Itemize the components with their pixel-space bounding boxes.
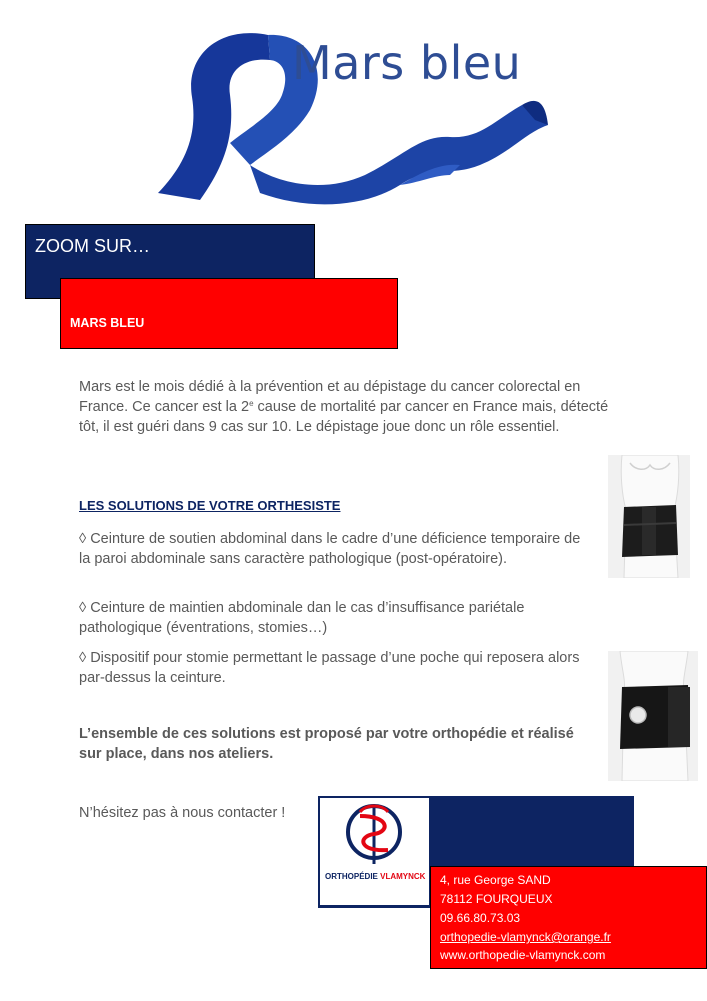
- contact-city: 78112 FOURQUEUX: [440, 892, 553, 906]
- caduceus-logo-icon: [320, 798, 429, 873]
- contact-website[interactable]: www.orthopedie-vlamynck.com: [440, 948, 606, 962]
- company-logo-text: ORTHOPÉDIE VLAMYNCK: [325, 872, 426, 881]
- mars-bleu-banner: [60, 278, 398, 349]
- list-item: ◊ Ceinture de maintien abdominale dan le cas d’insuffisance pariétale pathologique (éventrations, stomies…): [79, 600, 525, 636]
- list-item: ◊ Ceinture de soutien abdominal dans le cadre d’une déficience temporaire de la paroi abdominale sans caractère pathologique (post-opératoire).: [79, 531, 581, 567]
- contact-email-link[interactable]: orthopedie-vlamynck@orange.fr: [440, 930, 611, 944]
- company-logo: [320, 798, 429, 905]
- stoma-belt-photo: [608, 651, 698, 781]
- contact-call: N’hésitez pas à nous contacter !: [79, 805, 286, 821]
- zoom-banner-text: ZOOM SUR…: [35, 236, 150, 256]
- mars-bleu-banner-text: MARS BLEU: [70, 316, 145, 330]
- abdominal-belt-photo: [608, 455, 690, 578]
- solutions-heading: LES SOLUTIONS DE VOTRE ORTHESISTE: [79, 498, 341, 513]
- contact-address: 4, rue George SAND: [440, 873, 551, 887]
- closing-statement: L’ensemble de ces solutions est proposé par votre orthopédie et réalisé sur place, dans nos ateliers.: [79, 726, 574, 762]
- contact-phone: 09.66.80.73.03: [440, 911, 521, 925]
- list-item: ◊ Dispositif pour stomie permettant le passage d’une poche qui reposera alors par-dessus la ceinture.: [79, 650, 580, 686]
- intro-paragraph: Mars est le mois dédié à la prévention et au dépistage du cancer colorectal en France. Ce cancer est la 2e cause de mortalité par cancer en France mais, détecté tôt, il est guéri dans 9 cas sur 10. Le dépistage joue donc un rôle essentiel.: [79, 379, 609, 435]
- page-title: Mars bleu: [292, 36, 522, 90]
